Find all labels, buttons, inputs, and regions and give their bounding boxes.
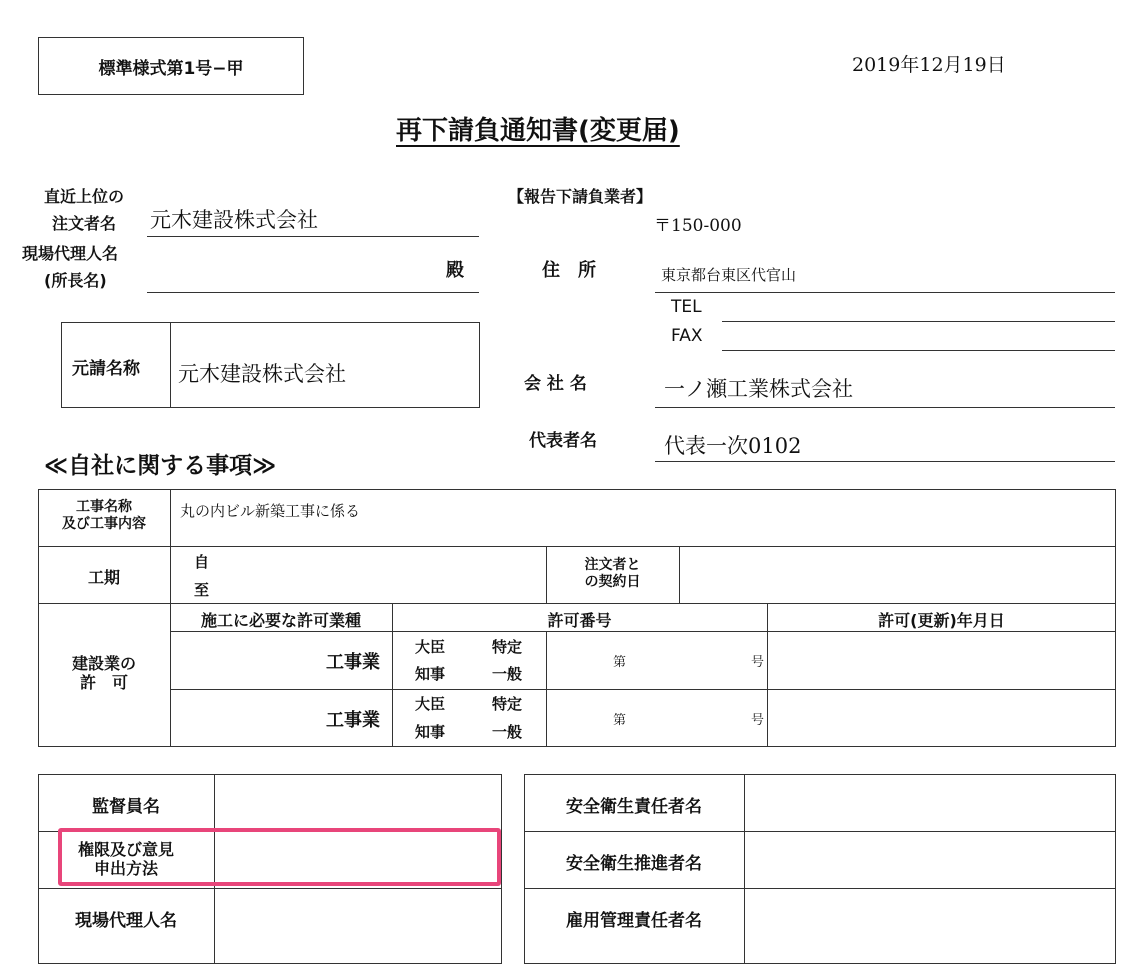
safety-promoter-label: 安全衛生推進者名 xyxy=(566,854,702,874)
orderer-label-line2: 注文者名 xyxy=(52,214,117,233)
period-to: 至 xyxy=(194,581,210,599)
dai-1: 第 xyxy=(613,655,627,670)
supervisor-row-divider-2 xyxy=(38,888,502,889)
agent-underline xyxy=(147,292,479,293)
supervisor-name-label: 監督員名 xyxy=(92,797,160,817)
document-date: 2019年12月19日 xyxy=(852,54,1006,76)
general-1: 一般 xyxy=(492,665,523,683)
dai-2: 第 xyxy=(613,713,627,728)
governor-1: 知事 xyxy=(415,665,446,683)
address-label: 住 所 xyxy=(542,260,596,281)
postal-code: 〒150-000 xyxy=(654,216,742,236)
authority-method-label: 権限及び意見 申出方法 xyxy=(77,840,174,878)
general-2: 一般 xyxy=(492,723,523,741)
agent-label-line2: (所長名) xyxy=(44,271,107,290)
license-label: 建設業の 許 可 xyxy=(71,654,136,692)
governor-2: 知事 xyxy=(415,723,446,741)
minister-1: 大臣 xyxy=(415,638,446,656)
representative-label: 代表者名 xyxy=(529,431,597,451)
safety-row-divider-1 xyxy=(524,831,1116,832)
special-1: 特定 xyxy=(492,638,523,656)
work-name-label: 工事名称 及び工事内容 xyxy=(62,499,146,532)
representative-underline xyxy=(655,461,1115,462)
tel-label: TEL xyxy=(671,297,702,317)
go-1: 号 xyxy=(751,655,765,670)
special-2: 特定 xyxy=(492,695,523,713)
license-divider-b xyxy=(546,631,547,747)
prime-contractor-value: 元木建設株式会社 xyxy=(178,362,346,386)
row-divider-3 xyxy=(170,631,1116,632)
period-label: 工期 xyxy=(87,568,120,587)
prime-contractor-label: 元請名称 xyxy=(72,359,140,379)
work-name-value: 丸の内ビル新築工事に係る xyxy=(180,502,361,520)
trade-suffix-1: 工事業 xyxy=(326,652,380,673)
license-date-header: 許可(更新)年月日 xyxy=(878,611,1005,630)
safety-officer-label: 安全衛生責任者名 xyxy=(566,797,702,817)
highlight-frame xyxy=(58,828,501,886)
go-2: 号 xyxy=(751,713,765,728)
trade-suffix-2: 工事業 xyxy=(326,710,380,731)
employment-manager-label: 雇用管理責任者名 xyxy=(566,911,702,931)
honorific-dono: 殿 xyxy=(446,260,464,281)
safety-row-divider-2 xyxy=(524,888,1116,889)
minister-2: 大臣 xyxy=(415,695,446,713)
reporter-heading: 【報告下請負業者】 xyxy=(508,187,653,206)
fax-underline xyxy=(722,350,1115,351)
orderer-underline xyxy=(147,236,479,237)
tel-underline xyxy=(722,321,1115,322)
safety-table-divider xyxy=(744,774,745,964)
agent-label-line1: 現場代理人名 xyxy=(22,244,119,263)
row-divider-4 xyxy=(170,689,1116,690)
orderer-label-line1: 直近上位の xyxy=(44,187,125,206)
form-code: 標準様式第1号−甲 xyxy=(98,59,244,79)
license-type-header: 施工に必要な許可業種 xyxy=(200,611,361,630)
site-agent-label: 現場代理人名 xyxy=(75,911,177,931)
orderer-value: 元木建設株式会社 xyxy=(150,208,318,232)
document-title: 再下請負通知書(変更届) xyxy=(396,116,680,146)
prime-contractor-divider xyxy=(170,322,171,408)
row-divider-2 xyxy=(38,603,1116,604)
company-underline xyxy=(655,407,1115,408)
period-from: 自 xyxy=(194,553,210,571)
license-number-header: 許可番号 xyxy=(547,611,612,630)
company-label: 会 社 名 xyxy=(524,374,587,394)
section-title: ≪自社に関する事項≫ xyxy=(44,453,277,479)
address-value: 東京都台東区代官山 xyxy=(661,266,797,284)
row-divider-1 xyxy=(38,546,1116,547)
company-value: 一ノ瀬工業株式会社 xyxy=(664,377,853,401)
address-underline xyxy=(655,292,1115,293)
period-divider-b xyxy=(679,546,680,603)
contract-date-label: 注文者と の契約日 xyxy=(584,557,641,590)
representative-value: 代表一次0102 xyxy=(664,434,802,458)
fax-label: FAX xyxy=(671,326,703,346)
